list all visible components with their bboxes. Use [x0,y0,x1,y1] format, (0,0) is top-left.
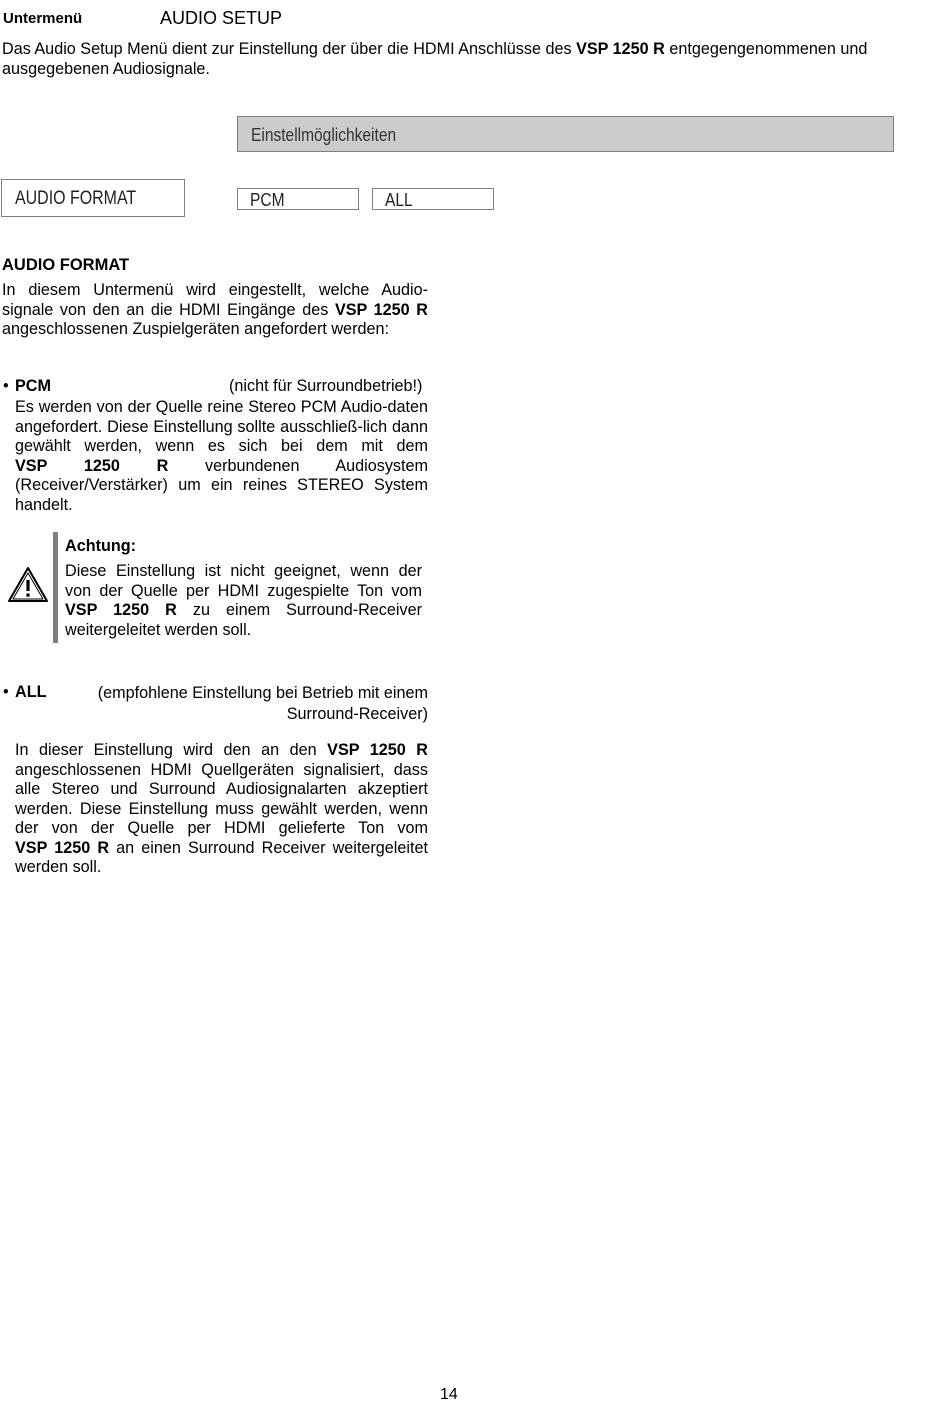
all-term: ALL [15,683,47,701]
pcm-term: PCM [15,377,51,395]
all-note-line-2: Surround-Receiver) [286,705,428,723]
all-text-end: an einen Surround Receiver weitergeleitet werden soll. [15,838,428,876]
pcm-bullet-mark: • [3,377,9,395]
page-number: 14 [440,1386,458,1403]
all-model-name-1: VSP 1250 R [327,741,429,759]
option-value-all [372,188,494,210]
warning-text-start: Diese Einstellung ist nicht geeignet, wenn der von der Quelle per HDMI zugespielte Ton vom [65,562,422,600]
pcm-text-end: verbundenen Audiosystem (Receiver/Verstärker) um ein reines STEREO System handelt. [15,456,429,514]
options-header [237,116,894,152]
submenu-label: Untermenü [3,10,83,27]
warning-heading: Achtung: [65,537,137,555]
intro-text-end: entgegengenommenen und ausgegebenen Audiosignale. [2,40,868,78]
option-value-all-label: ALL [385,189,413,210]
section-heading: AUDIO FORMAT [2,256,130,274]
section-text-end: angeschlossenen Zuspielgeräten angefordert werden: [2,320,389,338]
all-note [88,683,428,725]
menu-item-label: AUDIO FORMAT [15,188,137,209]
all-model-name-2: VSP 1250 R [15,838,110,857]
warning-model-name: VSP 1250 R [65,601,177,619]
option-value-pcm-label: PCM [250,189,285,210]
pcm-description [15,398,428,515]
warning-triangle-icon [7,566,49,604]
all-note-line-1: (empfohlene Einstellung bei Betrieb mit einem [97,684,428,702]
warning-text [65,562,422,640]
all-text-middle: angeschlossenen HDMI Quellgeräten signalisiert, dass alle Stereo und Surround Audiosignalarten akzeptiert werden. Diese Einstellung muss gewählt werden, wenn der von der Quelle per HDMI gelieferte Ton vom [15,760,428,837]
pcm-text-start: Es werden von der Quelle reine Stereo PCM Audio-daten angefordert. Diese Einstellung sollte ausschließ-lich dann gewählt werden, wenn es sich bei dem mit dem [15,398,428,455]
all-text-start: In dieser Einstellung wird den an den [15,741,328,759]
page-title: AUDIO SETUP [160,8,283,28]
options-header-label: Einstellmöglichkeiten [251,124,397,145]
option-value-pcm [237,188,359,210]
intro-paragraph [2,40,902,79]
warning-text-end: zu einem Surround-Receiver weitergeleitet werden soll. [65,601,422,639]
pcm-note: (nicht für Surroundbetrieb!) [229,377,423,395]
section-description [2,281,428,340]
all-description [15,741,428,878]
intro-text-start: Das Audio Setup Menü dient zur Einstellung der über die HDMI Anschlüsse des [2,40,577,58]
menu-item-audio-format [1,179,185,217]
intro-model-name: VSP 1250 R [576,40,665,58]
warning-side-bar [53,532,58,643]
all-bullet-mark: • [3,683,9,701]
pcm-model-name: VSP 1250 R [15,456,169,475]
section-text-start: In diesem Untermenü wird eingestellt, welche Audio-signale von den an die HDMI Eingänge des [2,281,428,319]
section-model-name: VSP 1250 R [334,300,428,319]
